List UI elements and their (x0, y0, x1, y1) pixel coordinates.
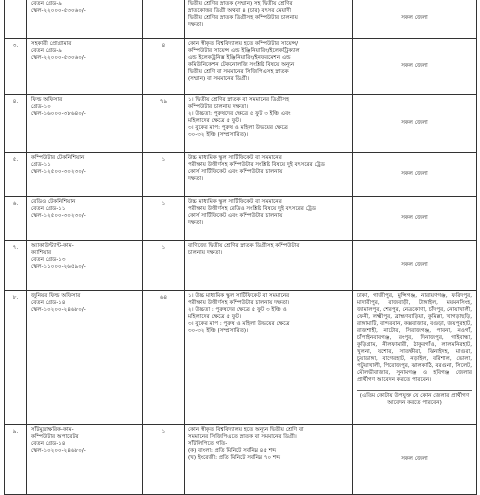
post-line: স্কেল-১০২০০-২৪৬৮০/- (31, 307, 86, 313)
serial-cell: ৩. (5, 39, 27, 95)
table-row (5, 0, 477, 39)
qual-line: উচ্চ মাধ্যমিক স্কুল সার্টিফিকেট বা সমমানের (188, 199, 282, 205)
post-cell (27, 153, 143, 197)
serial-cell: ৭. (5, 241, 27, 291)
post-line: সহকারী প্রোগ্রামার (31, 41, 72, 47)
post-line: স্কেল-২২০০০-৫৩০৬০/- (31, 55, 86, 61)
post-line: বেতন গ্রেড-১৪ (31, 300, 66, 306)
qual-line: ১। উচ্চ মাধ্যমিক স্কুল সার্টিফিকেট বা সমমানের (188, 293, 290, 299)
post-cell (27, 95, 143, 153)
qual-line: কোর্স সার্টিফিকেট এবং কম্পিউটার চালনায় (188, 213, 283, 219)
post-cell (27, 241, 143, 291)
post-line: বেতন গ্রেড-১৩ (31, 257, 66, 263)
table-row (5, 197, 477, 241)
post-line: বেতন গ্রেড-৯ (31, 1, 62, 7)
qualification-cell (185, 95, 353, 153)
serial-cell: ৯. (5, 425, 27, 495)
post-line: ফিল্ড অফিসার (31, 97, 63, 103)
district-cell: সকল জেলা (353, 197, 477, 241)
count-cell: ১ (143, 241, 185, 291)
serial-cell: ৬. (5, 197, 27, 241)
qual-line: সমমানের সিজিপিএতে স্নাতক বা সমমানের ডিগ্রী। (188, 434, 297, 440)
district-cell: সকল জেলা (353, 425, 477, 495)
post-line: অ্যাকাউন্ট্যান্ট-কাম- (31, 243, 74, 249)
post-line: রেডিও টেকনিশিয়ান (31, 199, 76, 205)
qual-line: দক্ষতা। (188, 220, 204, 226)
qual-line: ২। উচ্চতা: পুরুষদের ক্ষেত্রে ৫ ফুট ৩ ইঞ্চি এবং (188, 111, 291, 117)
post-line: কম্পিউটার অপারেটর (31, 434, 79, 440)
qualification-cell (185, 39, 353, 95)
serial-cell: ৫. (5, 153, 27, 197)
qual-line: (খ) ইংরেজী: প্রতি মিনিটে সর্বনিম্ন ৭০ শব্দ (188, 455, 281, 461)
qual-line: চালনায় দক্ষতা। (188, 250, 223, 256)
recruitment-table (4, 0, 477, 495)
post-cell (27, 39, 143, 95)
post-line: জুনিয়র ফিল্ড অফিসার (31, 293, 81, 299)
district-list: ঢাকা, গাজীপুর, মুন্সিগঞ্জ, নারায়ণগঞ্জ, ফরিদপুর, মাদারীপুর, রাজবাড়ী, টাঙ্গাইল, ময়মনসিংহ, জামালপুর, শেরপুর, নেত্রকোণা, চাঁদপুর, নোয়াখালী, ফেনী, লক্ষ্মীপুর, ব্রাহ্মণবাড়িয়া, কুমিল্লা, খাগড়াছড়ি, রাঙ্গামাটি, বান্দরবান, কক্সবাজার, বগুড়া, জয়পুরহাট, রাজশাহী, নাটোর, সিরাজগঞ্জ, পাবনা, নওগাঁ, চাঁপাইনবাবগঞ্জ, রংপুর, দিনাজপুর, গাইবান্ধা, কুড়িগ্রাম, নীলফামারী, ঠাকুরগাঁও, লালমনিরহাট, খুলনা, যশোর, সাতক্ষীরা, ঝিনাইদহ, মাগুরা, চুয়াডাঙ্গা, বাগেরহাট, নড়াইল, বরিশাল, ভোলা, পটুয়াখালী, পিরোজপুর, ঝালকাঠি, বরগুনা, সিলেট, মৌলভীবাজার, সুনামগঞ্জ ও হবিগঞ্জ জেলার প্রার্থীগণ আবেদন করতে পারবেন। (357, 293, 472, 383)
post-line: স্কেল-১০২০০-২৪৬৮০/- (31, 448, 86, 454)
table-row (5, 39, 477, 95)
district-cell: সকল জেলা (353, 0, 477, 39)
qual-line: (ক) বাংলা: প্রতি মিনিটে সর্বনিম্ন ৪৫ শব্দ (188, 448, 277, 454)
qual-line: মহিলাদের ক্ষেত্রে ৫ ফুট। (188, 118, 241, 124)
count-cell: ১ (143, 153, 185, 197)
district-cell: সকল জেলা (353, 153, 477, 197)
post-line: ক্যাশিয়ার (31, 250, 52, 256)
orphan-quota-note: (এতিম কোটায় উপযুক্ত যে কোন জেলার প্রার্থীগণ আবেদন করতে পারবেন) (357, 390, 472, 407)
post-line: সাঁটমুদ্রাক্ষরিক-কাম- (31, 427, 74, 433)
post-line: বেতন গ্রেড-১১ (31, 206, 66, 212)
qual-line: সাঁটলিপিতে গতি- (188, 441, 228, 447)
table-row (5, 425, 477, 495)
qual-line: দ্বিতীয় শ্রেণির স্নাতক ডিগ্রীসহ কম্পিউটার চালনায় (188, 15, 298, 21)
count-cell: ৭৯ (143, 95, 185, 153)
qual-line: ২। উচ্চতা : পুরুষদের ক্ষেত্রে ৫ ফুট ৩ ইঞ্চি ও (188, 307, 287, 313)
district-cell: সকল জেলা (353, 39, 477, 95)
qual-line: ৩। বুকের মাপ: পুরুষ ও মহিলা উভয়ের ক্ষেত্রে (188, 125, 288, 131)
qual-line: ৩০-৩২ ইঞ্চি (সম্প্রসারিত)। (188, 132, 249, 138)
table-row (5, 241, 477, 291)
qual-line: পরীক্ষায় উত্তীর্ণসহ কম্পিউটার চালনায় দক্ষতা। (188, 300, 290, 306)
district-cell: সকল জেলা (353, 241, 477, 291)
post-line: বেতন গ্রেড-১৪ (31, 441, 66, 447)
qual-line: দ্বিতীয় শ্রেণি বা সমমানের সিজিপিএসহ স্নাতক (188, 69, 289, 75)
district-cell (353, 291, 477, 425)
post-line: স্কেল-১৬০০০-৩৮৬৪০/- (31, 111, 86, 117)
qual-line: (সম্মান) বা সমমানের ডিগ্রী। (188, 76, 249, 82)
table-row (5, 95, 477, 153)
count-cell: ৪ (143, 39, 185, 95)
qual-line: বাণিজ্যে দ্বিতীয় শ্রেণির স্নাতক ডিগ্রীসহ কম্পিউটার (188, 243, 300, 249)
qual-line: স্নাতকোত্তর ডিগ্রী অথবা ৪ (চার) বৎসর মেয়াদী (188, 8, 292, 14)
qual-line: মহিলাদের ক্ষেত্রে ৫ ফুট। (188, 314, 241, 320)
count-cell (143, 0, 185, 39)
qualification-cell (185, 425, 353, 495)
qualification-cell (185, 153, 353, 197)
post-line: স্কেল-১২৫০০-৩০২৩০/- (31, 169, 86, 175)
count-cell: ৬৪ (143, 291, 185, 425)
qual-line: কোর্স সার্টিফিকেট এবং কম্পিউটার চালনায় (188, 169, 283, 175)
post-line: স্কেল-২২০০০-৫৩০৬০/- (31, 8, 86, 14)
serial-cell: ৪. (5, 95, 27, 153)
count-cell: ১ (143, 197, 185, 241)
post-cell (27, 0, 143, 39)
table-row (5, 153, 477, 197)
qual-line: দক্ষতা। (188, 22, 204, 28)
post-cell (27, 197, 143, 241)
qual-line: ৩০-৩২ ইঞ্চি (সম্প্রসারিত)। (188, 328, 249, 334)
qual-line: এন্ড ইলেকট্রনিক্স ইঞ্জিনিয়ারিং/ইনফরমেশন এন্ড (188, 55, 291, 61)
post-line: বেতন গ্রেড-৯ (31, 48, 62, 54)
qual-line: ৩। বুকের মাপ : পুরুষ ও মহিলা উভয়ের ক্ষেত্রে (188, 321, 290, 327)
post-line: গ্রেড-১১ (31, 162, 51, 168)
post-line: স্কেল-১১০০০-২৬৫৯০/- (31, 264, 86, 270)
post-line: কম্পিউটার টেকনিশিয়ান (31, 155, 85, 161)
qualification-cell (185, 197, 353, 241)
qual-line: ১। দ্বিতীয় শ্রেণির স্নাতক বা সমমানের ডিগ্রীসহ (188, 97, 290, 103)
count-cell: ১ (143, 425, 185, 495)
qualification-cell (185, 291, 353, 425)
post-cell (27, 425, 143, 495)
qualification-cell (185, 0, 353, 39)
qual-line: পরীক্ষায় উত্তীর্ণসহ কম্পিউটার সংশ্লিষ্ট বিষয়ে দুই বৎসরের ট্রেড (188, 162, 325, 168)
qual-line: পরীক্ষায় উত্তীর্ণসহ রেডিও সংশ্লিষ্ট বিষয়ে দুই বৎসরের ট্রেড (188, 206, 316, 212)
post-cell (27, 291, 143, 425)
table-row (5, 291, 477, 425)
qual-line: উচ্চ মাধ্যমিক স্কুল সার্টিফিকেট বা সমমানের (188, 155, 282, 161)
qual-line: দ্বিতীয় শ্রেণির স্নাতক (সম্মান) সহ দ্বিতীয় শ্রেণির (188, 1, 293, 7)
serial-cell: ৮. (5, 291, 27, 425)
post-line: স্কেল-১২৫০০-৩০২৩০/- (31, 213, 86, 219)
qual-line: কম্পিউটার চালনায় দক্ষতা। (188, 104, 249, 110)
qual-line: কমিউনিকেশন টেকনোলজি সংশ্লিষ্ট বিষয়ে অন্যূন (188, 62, 295, 68)
serial-cell (5, 0, 27, 39)
qual-line: দক্ষতা। (188, 176, 204, 182)
qualification-cell (185, 241, 353, 291)
qual-line: কম্পিউটার সায়েন্স এন্ড ইঞ্জিনিয়ারিং/ইলেকট্রিক্যাল (188, 48, 300, 54)
district-cell: সকল জেলা (353, 95, 477, 153)
qual-line: কোন স্বীকৃত বিশ্ববিদ্যালয় হতে অন্যূন দ্বিতীয় শ্রেণি বা (188, 427, 304, 433)
qual-line: কোন স্বীকৃত বিশ্ববিদ্যালয় হতে কম্পিউটার সায়েন্স/ (188, 41, 299, 47)
post-line: গ্রেড-১০ (31, 104, 51, 110)
